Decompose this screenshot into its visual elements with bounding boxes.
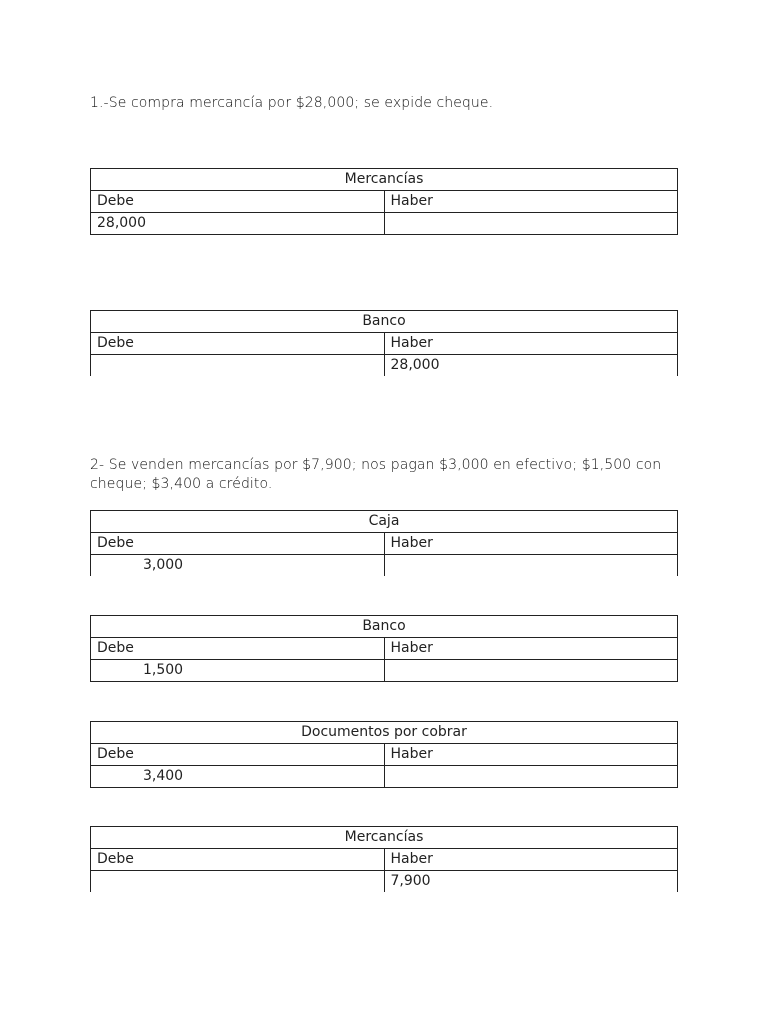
- debe-label: Debe: [91, 533, 385, 555]
- debe-value: 1,500: [91, 660, 385, 682]
- t-account-caja: [90, 510, 678, 576]
- haber-value: [384, 213, 678, 235]
- haber-label: Haber: [384, 638, 678, 660]
- problem-1-statement: 1.-Se compra mercancía por $28,000; se expide cheque.: [90, 95, 494, 111]
- haber-label: Haber: [384, 333, 678, 355]
- haber-value: [384, 766, 678, 788]
- debe-label: Debe: [91, 333, 385, 355]
- account-title: Banco: [91, 311, 678, 333]
- debe-value: 3,400: [91, 766, 385, 788]
- debe-value: 3,000: [91, 555, 385, 577]
- haber-label: Haber: [384, 849, 678, 871]
- t-account-banco-2: [90, 615, 678, 682]
- debe-label: Debe: [91, 849, 385, 871]
- haber-label: Haber: [384, 744, 678, 766]
- account-title: Caja: [91, 511, 678, 533]
- haber-value: [384, 660, 678, 682]
- account-title: Mercancías: [91, 169, 678, 191]
- haber-value: 28,000: [384, 355, 678, 377]
- account-title: Documentos por cobrar: [91, 722, 678, 744]
- haber-label: Haber: [384, 191, 678, 213]
- haber-value: [384, 555, 678, 577]
- debe-value: [91, 355, 385, 377]
- debe-label: Debe: [91, 191, 385, 213]
- debe-label: Debe: [91, 744, 385, 766]
- debe-value: [91, 871, 385, 893]
- problem-2-statement: 2- Se venden mercancías por $7,900; nos pagan $3,000 en efectivo; $1,500 con cheque; $3,400 a crédito.: [90, 457, 662, 492]
- haber-label: Haber: [384, 533, 678, 555]
- t-account-mercancias-1: [90, 168, 678, 235]
- debe-label: Debe: [91, 638, 385, 660]
- debe-value: 28,000: [91, 213, 385, 235]
- haber-value: 7,900: [384, 871, 678, 893]
- t-account-mercancias-2: [90, 826, 678, 892]
- account-title: Mercancías: [91, 827, 678, 849]
- account-title: Banco: [91, 616, 678, 638]
- t-account-documentos-por-cobrar: [90, 721, 678, 788]
- t-account-banco-1: [90, 310, 678, 376]
